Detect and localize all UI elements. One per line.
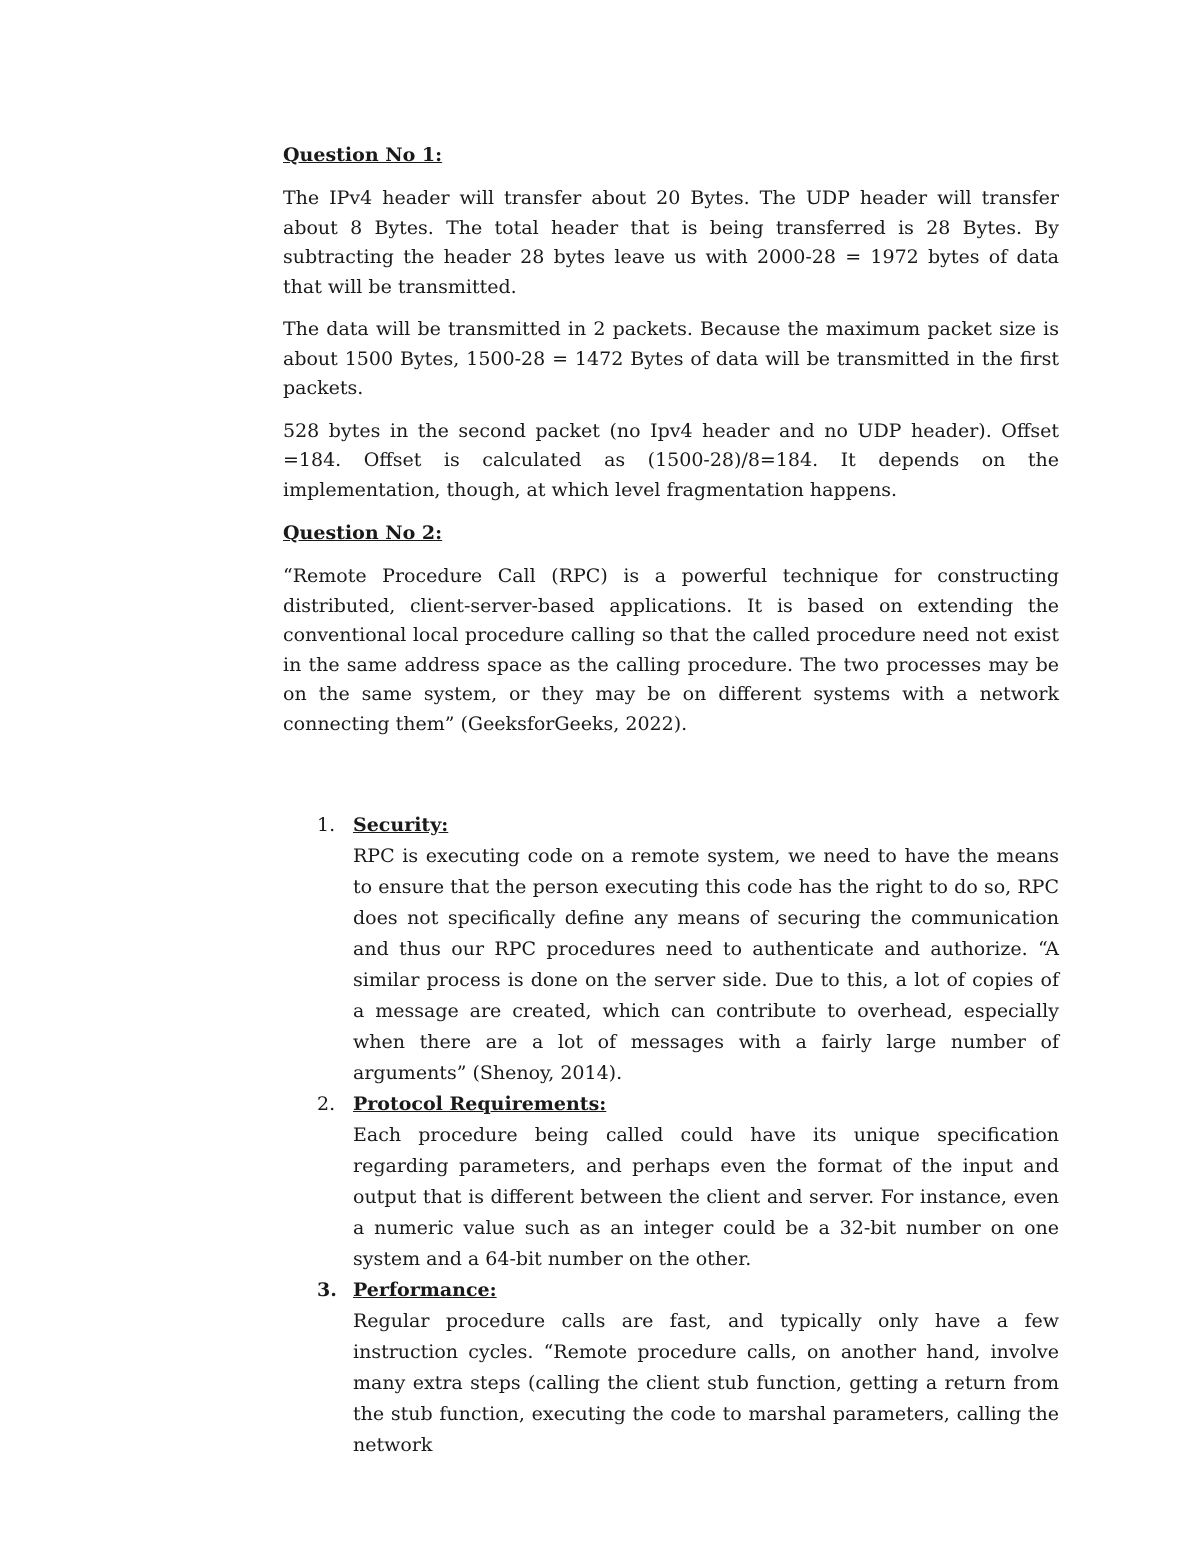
list-item-title: Performance:: [353, 1279, 497, 1301]
document-page: [283, 140, 1059, 1461]
blank-line: [283, 752, 1059, 810]
question-2-heading: Question No 2:: [283, 522, 443, 544]
list-item-title: Security:: [353, 814, 449, 836]
question-1-paragraph-1: The IPv4 header will transfer about 20 Bytes. The UDP header will transfer about 8 Bytes. The total header that is being transferred is 28 Bytes. By subtracting the header 28 bytes leave us with 2000-28 = 1972 bytes of data that will be transmitted.: [283, 187, 1059, 298]
list-number: 1.: [317, 814, 336, 836]
question-1-paragraph-3: 528 bytes in the second packet (no Ipv4 header and no UDP header). Offset =184. Offset is calculated as (1500-28)/8=184. It depends on the implementation, though, at which level fragmentation happens.: [283, 419, 1059, 501]
list-number: 3.: [317, 1279, 337, 1301]
list-item-title: Protocol Requirements:: [353, 1093, 607, 1115]
list-number: 2.: [317, 1093, 336, 1115]
list-item-performance: [283, 1275, 1059, 1461]
list-item-protocol-requirements: [283, 1089, 1059, 1275]
list-item-body: RPC is executing code on a remote system, we need to have the means to ensure that the person executing this code has the right to do so, RPC does not specifically define any means of securing the communication and thus our RPC procedures need to authenticate and authorize. “A similar process is done on the server side. Due to this, a lot of copies of a message are created, which can contribute to overhead, especially when there are a lot of messages with a fairly large number of arguments” (Shenoy, 2014).: [353, 845, 1059, 1084]
list-item-security: [283, 810, 1059, 1089]
list-item-body: Regular procedure calls are fast, and typically only have a few instruction cycles. “Remote procedure calls, on another hand, involve many extra steps (calling the client stub function, getting a return from the stub function, executing the code to marshal parameters, calling the network: [353, 1310, 1059, 1456]
rpc-issues-list: [283, 810, 1059, 1461]
question-1-paragraph-2: The data will be transmitted in 2 packets. Because the maximum packet size is about 1500 Bytes, 1500-28 = 1472 Bytes of data will be transmitted in the first packets.: [283, 318, 1059, 399]
question-2-intro: “Remote Procedure Call (RPC) is a powerful technique for constructing distributed, client-server-based applications. It is based on extending the conventional local procedure calling so that the called procedure need not exist in the same address space as the calling procedure. The two processes may be on the same system, or they may be on different systems with a network connecting them” (GeeksforGeeks, 2022).: [283, 565, 1059, 735]
list-item-body: Each procedure being called could have its unique specification regarding parameters, and perhaps even the format of the input and output that is different between the client and server. For instance, even a numeric value such as an integer could be a 32-bit number on one system and a 64-bit number on the other.: [353, 1124, 1059, 1270]
question-1-heading: Question No 1:: [283, 144, 443, 166]
